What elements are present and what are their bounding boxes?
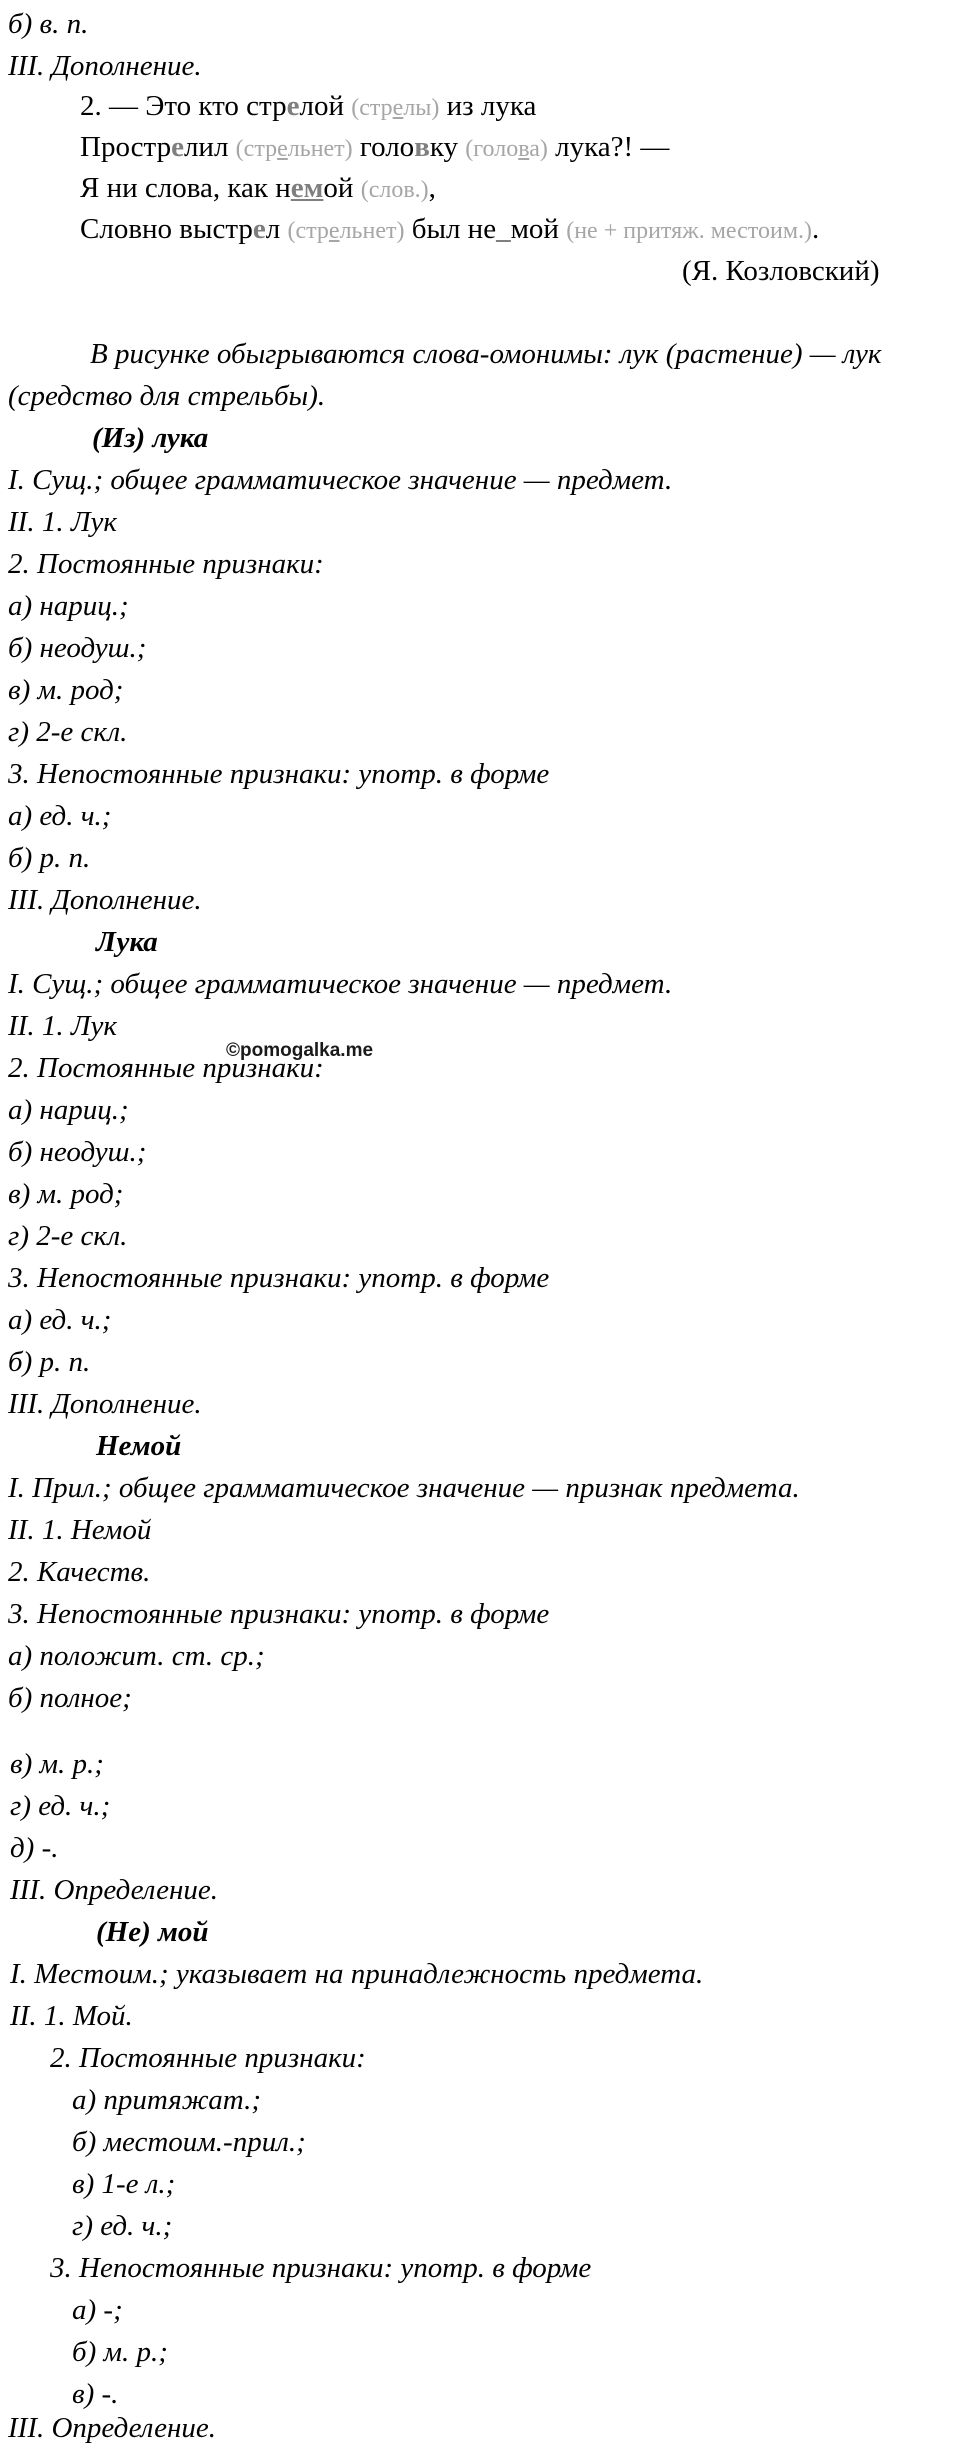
analysis-line: г) ед. ч.; <box>10 1790 111 1822</box>
check-word: (стр <box>235 136 278 162</box>
analysis-line: б) р. п. <box>8 1346 91 1378</box>
analysis-line: 2. Постоянные признаки: <box>50 2042 366 2074</box>
analysis-line: 3. Непостоянные признаки: употр. в форме <box>8 758 550 790</box>
analysis-line: 2. Постоянные признаки: <box>8 1052 324 1084</box>
intro-line-2: (средство для стрельбы). <box>8 380 326 412</box>
analysis-line: а) -; <box>72 2294 123 2326</box>
poem-author: (Я. Козловский) <box>682 255 880 287</box>
analysis-line: II. 1. Немой <box>8 1514 152 1546</box>
highlight-vowel: е <box>252 213 266 245</box>
poem-text: лой <box>299 90 352 122</box>
check-word: (стр <box>351 95 393 121</box>
poem-text: Простр <box>80 131 172 163</box>
analysis-line: а) нариц.; <box>8 590 129 622</box>
section-heading-iz-luka: (Из) лука <box>92 422 209 454</box>
analysis-line: II. 1. Мой. <box>10 2000 133 2032</box>
section-heading-ne-moy: (Не) мой <box>96 1916 209 1948</box>
check-word: льнет) <box>287 136 353 162</box>
analysis-line: II. 1. Лук <box>8 1010 117 1042</box>
poem-text: был не <box>404 213 497 245</box>
analysis-line: I. Сущ.; общее грамматическое значение — предмет. <box>8 968 673 1000</box>
analysis-line: III. Определение. <box>10 1874 218 1906</box>
analysis-line: б) м. р.; <box>72 2336 168 2368</box>
analysis-line: I. Прил.; общее грамматическое значение — признак предмета. <box>8 1472 800 1504</box>
analysis-line: б) неодуш.; <box>8 1136 147 1168</box>
watermark: ©pomogalka.me <box>226 1040 374 1061</box>
highlight-ending: ем <box>290 172 324 204</box>
check-word: а) <box>529 136 548 162</box>
line-role-top: III. Дополнение. <box>8 50 202 82</box>
poem-text: . <box>812 213 820 245</box>
check-vowel: е <box>328 218 340 244</box>
analysis-line: б) неодуш.; <box>8 632 147 664</box>
analysis-line: а) ед. ч.; <box>8 800 112 832</box>
analysis-line: в) м. род; <box>8 1178 124 1210</box>
section-heading-luka: Лука <box>96 926 158 958</box>
poem-line-3 <box>80 170 436 208</box>
poem-text: 2. — Это кто стр <box>80 90 287 122</box>
highlight-vowel: е <box>286 90 300 122</box>
poem-text: мой <box>510 213 567 245</box>
separate-spelling-mark: _ <box>496 213 511 245</box>
poem-line-1 <box>80 88 536 126</box>
analysis-line: г) ед. ч.; <box>72 2210 173 2242</box>
analysis-line: б) полное; <box>8 1682 132 1714</box>
poem-text: ой <box>323 172 361 204</box>
poem-text: ку <box>429 131 466 163</box>
analysis-line: а) притяжат.; <box>72 2084 261 2116</box>
analysis-line: III. Определение. <box>8 2412 216 2444</box>
check-word: (голо <box>465 136 519 162</box>
line-b-vp: б) в. п. <box>8 8 89 40</box>
check-vowel: е <box>277 136 288 162</box>
poem-text: , <box>428 172 436 204</box>
intro-line-1: В рисунке обыгрываются слова-омонимы: лук (растение) — лук <box>90 338 882 370</box>
analysis-line: II. 1. Лук <box>8 506 117 538</box>
check-word: (слов.) <box>360 177 429 203</box>
check-word: лы) <box>403 95 440 121</box>
analysis-line: а) положит. ст. ср.; <box>8 1640 265 1672</box>
analysis-line: в) м. род; <box>8 674 124 706</box>
analysis-line: I. Сущ.; общее грамматическое значение — предмет. <box>8 464 673 496</box>
analysis-line: 3. Непостоянные признаки: употр. в форме <box>50 2252 592 2284</box>
check-vowel: в <box>518 136 530 162</box>
analysis-line: б) местоим.-прил.; <box>72 2126 306 2158</box>
analysis-line: 3. Непостоянные признаки: употр. в форме <box>8 1262 550 1294</box>
analysis-line: а) ед. ч.; <box>8 1304 112 1336</box>
section-heading-nemoy: Немой <box>96 1430 182 1462</box>
poem-text: л <box>265 213 288 245</box>
highlight-vowel: е <box>171 131 184 163</box>
analysis-line: 2. Качеств. <box>8 1556 151 1588</box>
analysis-line: д) -. <box>10 1832 59 1864</box>
check-vowel: е <box>392 95 404 121</box>
analysis-line: III. Дополнение. <box>8 884 202 916</box>
analysis-line: г) 2-е скл. <box>8 716 128 748</box>
poem-line-4 <box>80 211 819 249</box>
poem-text: лука?! — <box>547 131 670 163</box>
analysis-line: б) р. п. <box>8 842 91 874</box>
analysis-line: 3. Непостоянные признаки: употр. в форме <box>8 1598 550 1630</box>
check-word: льнет) <box>339 218 405 244</box>
analysis-line: а) нариц.; <box>8 1094 129 1126</box>
analysis-line: г) 2-е скл. <box>8 1220 128 1252</box>
poem-text: лил <box>183 131 236 163</box>
analysis-line: в) 1-е л.; <box>72 2168 176 2200</box>
analysis-line: 2. Постоянные признаки: <box>8 548 324 580</box>
poem-text: из лука <box>439 90 537 122</box>
poem-line-2 <box>80 129 669 167</box>
poem-text: Словно выстр <box>80 213 253 245</box>
analysis-line: в) м. р.; <box>10 1748 104 1780</box>
highlight-consonant: в <box>414 131 430 163</box>
poem-text: голо <box>352 131 415 163</box>
analysis-line: в) -. <box>72 2378 119 2410</box>
check-word: (не + притяж. местоим.) <box>566 218 812 244</box>
analysis-line: I. Местоим.; указывает на принадлежность предмета. <box>10 1958 704 1990</box>
analysis-line: III. Дополнение. <box>8 1388 202 1420</box>
check-word: (стр <box>287 218 329 244</box>
poem-text: Я ни слова, как н <box>80 172 291 204</box>
